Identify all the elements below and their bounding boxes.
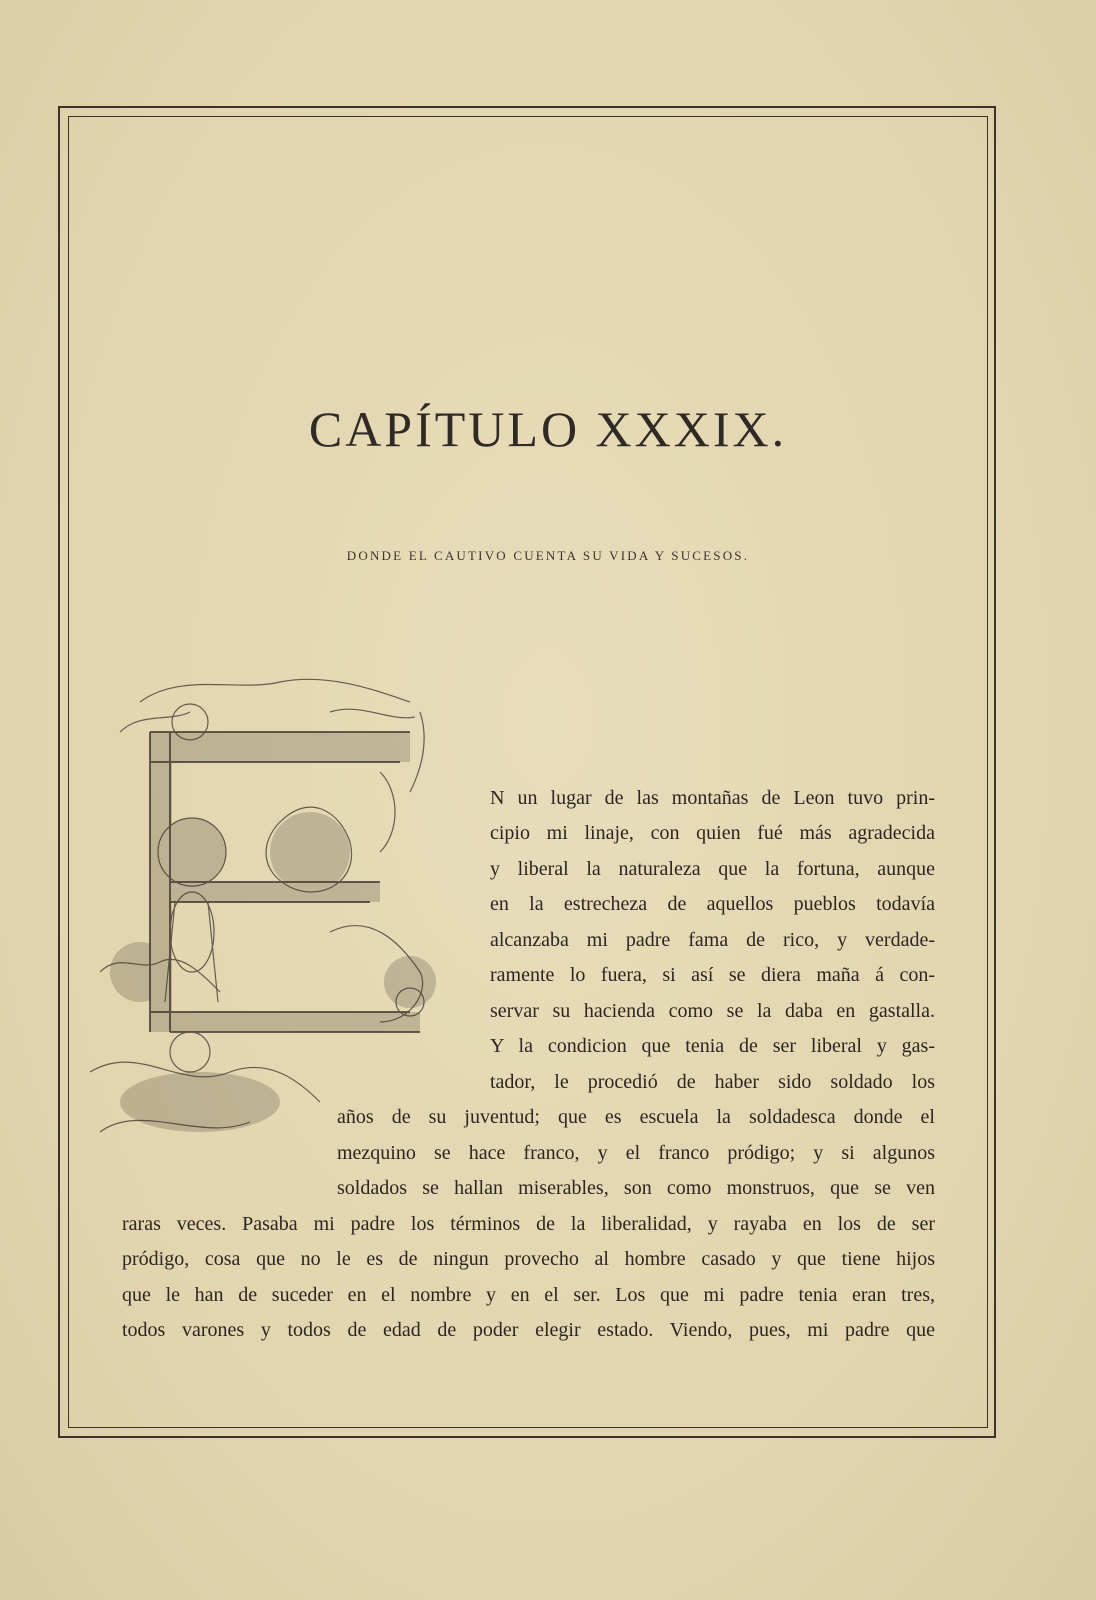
body-line: en la estrecheza de aquellos pueblos todavía: [490, 893, 935, 915]
body-line: años de su juventud; que es escuela la soldadesca donde el: [337, 1106, 935, 1128]
body-line: ramente lo fuera, si así se diera maña á con-: [490, 964, 935, 986]
chapter-subtitle: DONDE EL CAUTIVO CUENTA SU VIDA Y SUCESOS.: [346, 548, 750, 563]
body-line: pródigo, cosa que no le es de ningun provecho al hombre casado y que tiene hijos: [122, 1248, 935, 1270]
body-line: servar su hacienda como se la daba en gastalla.: [490, 1000, 935, 1022]
body-line: Y la condicion que tenia de ser liberal y gas-: [490, 1035, 935, 1057]
body-line: que le han de suceder en el nombre y en el ser. Los que mi padre tenia eran tres,: [122, 1284, 935, 1306]
body-line: raras veces. Pasaba mi padre los términos de la liberalidad, y rayaba en los de ser: [122, 1213, 935, 1235]
body-line: todos varones y todos de edad de poder elegir estado. Viendo, pues, mi padre que: [122, 1319, 935, 1341]
body-line: alcanzaba mi padre fama de rico, y verdade-: [490, 929, 935, 951]
body-line: cipio mi linaje, con quien fué más agradecida: [490, 822, 935, 844]
body-line: N un lugar de las montañas de Leon tuvo prin-: [490, 787, 935, 809]
body-line: mezquino se hace franco, y el franco pródigo; y si algunos: [337, 1142, 935, 1164]
body-line: tador, le procedió de haber sido soldado los: [490, 1071, 935, 1093]
body-line: y liberal la naturaleza que la fortuna, aunque: [490, 858, 935, 880]
chapter-title: CAPÍTULO XXXIX.: [308, 401, 788, 457]
body-line: soldados se hallan miserables, son como monstruos, que se ven: [337, 1177, 935, 1199]
